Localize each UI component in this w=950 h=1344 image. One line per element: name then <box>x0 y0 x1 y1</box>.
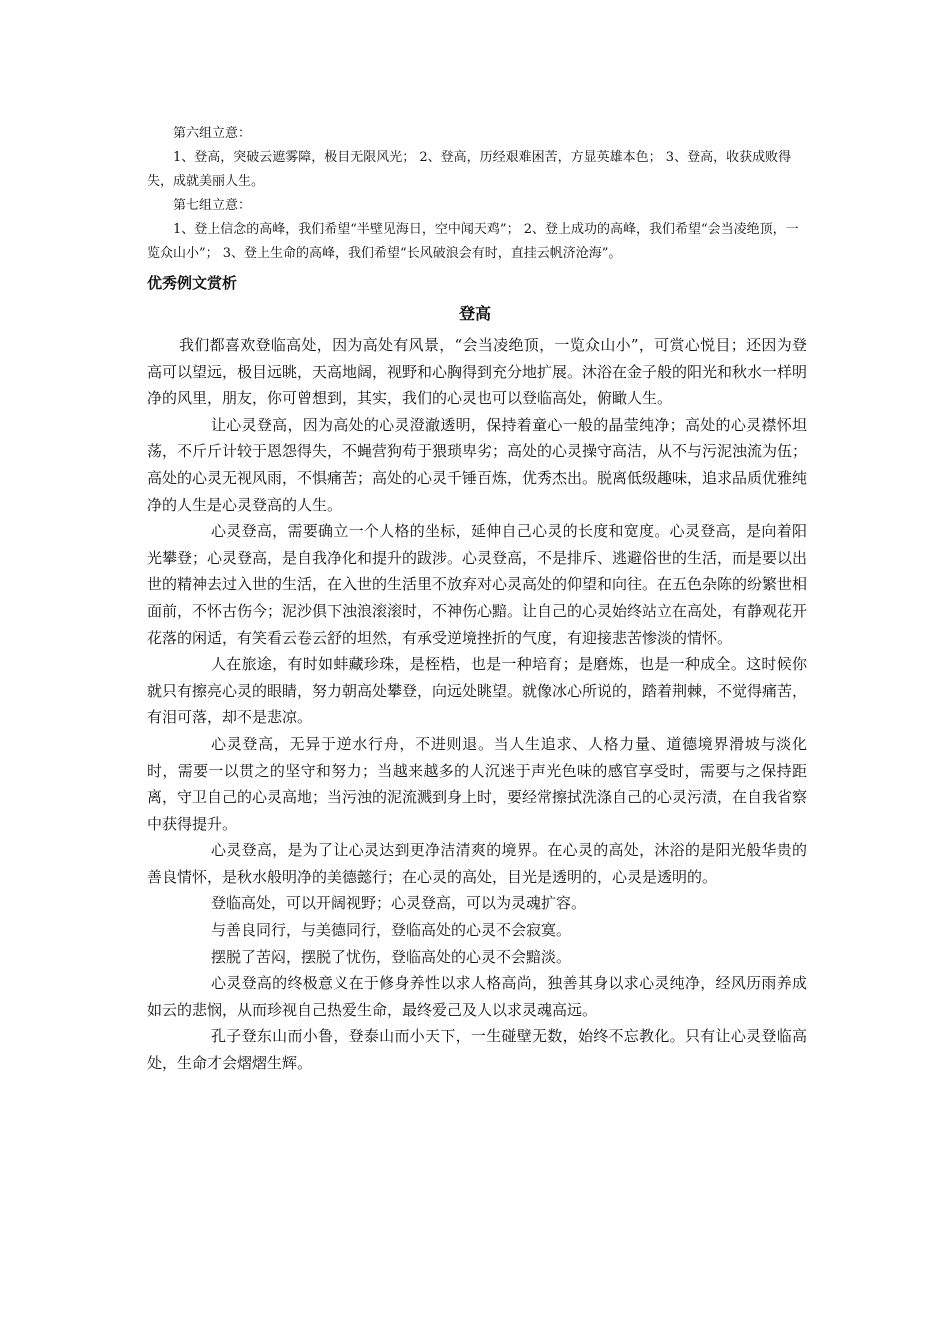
essay-paragraph: 心灵登高的终极意义在于修身养性以求人格高尚，独善其身以求心灵纯净，经风历雨养成如云的悲悯，从而珍视自己热爱生命，最终爱己及人以求灵魂高远。 <box>147 974 807 1019</box>
essay-paragraph: 心灵登高，无异于逆水行舟，不进则退。当人生追求、人格力量、道德境界滑坡与淡化时，需要一以贯之的坚守和努力；当越来越多的人沉迷于声光色味的感官享受时，需要与之保持距离，守卫自己的心灵高地；当污浊的泥流溅到身上时，要经常擦拭洗涤自己的心灵污渍，在自我省察中获得提升。 <box>147 734 808 833</box>
essay-paragraph: 让心灵登高，因为高处的心灵澄澈透明，保持着童心一般的晶莹纯净；高处的心灵襟怀坦荡，不斤斤计较于恩怨得失，不蝇营狗苟于猥琐卑劣；高处的心灵操守高洁，从不与污泥浊流为伍；高处的心灵无视风雨，不惧痛苦；高处的心灵千锤百炼，优秀杰出。脱离低级趣味，追求品质优雅纯净的人生是心灵登高的人生。 <box>147 415 808 514</box>
group6-block <box>147 122 807 194</box>
group6-text: 1、登高，突破云遮雾障，极目无限风光； 2、登高，历经艰难困苦，方显英雄本色； 3、登高，收获成败得失，成就美丽人生。 <box>147 150 792 189</box>
essay-paragraph: 登临高处，可以开阔视野；心灵登高，可以为灵魂扩容。 <box>211 894 587 913</box>
essay-paragraph: 与善良同行，与美德同行，登临高处的心灵不会寂寞。 <box>211 921 572 940</box>
essay-paragraph: 人在旅途，有时如蚌藏珍珠，是桎梏，也是一种培育；是磨炼，也是一种成全。这时候你就只有擦亮心灵的眼睛，努力朝高处攀登，向远处眺望。就像冰心所说的，踏着荆棘，不觉得痛苦，有泪可落，却不是悲凉。 <box>147 655 808 727</box>
essay-paragraph: 我们都喜欢登临高处，因为高处有风景，“会当凌绝顶，一览众山小”，可赏心悦目；还因为登高可以望远，极目远眺，天高地阔，视野和心胸得到充分地扩展。沐浴在金子般的阳光和秋水一样明净的风里，朋友，你可曾想到，其实，我们的心灵也可以登临高处，俯瞰人生。 <box>147 336 808 408</box>
essay-title: 登高 <box>458 304 491 323</box>
essay-paragraph: 心灵登高，需要确立一个人格的坐标，延伸自己心灵的长度和宽度。心灵登高，是向着阳光攀登；心灵登高，是自我净化和提升的跋涉。心灵登高，不是排斥、逃避俗世的生活，而是要以出世的精神去过入世的生活，在入世的生活里不放弃对心灵高处的仰望和向往。在五色杂陈的纷繁世相面前，不怀古伤今；泥沙俱下浊浪滚滚时，不神伤心黯。让自己的心灵始终站立在高处，有静观花开花落的闲适，有笑看云卷云舒的坦然，有承受逆境挫折的气度，有迎接悲苦惨淡的情怀。 <box>147 522 808 647</box>
group7-label: 第七组立意： <box>173 198 252 213</box>
essay-body <box>147 332 807 1077</box>
group6-label: 第六组立意： <box>173 126 252 141</box>
essay-paragraph: 摆脱了苦闷，摆脱了忧伤，登临高处的心灵不会黯淡。 <box>211 947 572 966</box>
group7-block <box>147 194 807 266</box>
essay-paragraph: 孔子登东山而小鲁，登泰山而小天下，一生碰壁无数，始终不忘教化。只有让心灵登临高处，生命才会熠熠生辉。 <box>147 1027 807 1073</box>
section-heading: 优秀例文赏析 <box>147 274 238 292</box>
group7-text: 1、登上信念的高峰，我们希望“半壁见海日，空中闻天鸡”； 2、登上成功的高峰，我们希望“会当凌绝顶，一览众山小”； 3、登上生命的高峰，我们希望“长风破浪会有时，直挂云帆济沧海”。 <box>147 222 799 261</box>
essay-paragraph: 心灵登高，是为了让心灵达到更净洁清爽的境界。在心灵的高处，沐浴的是阳光般华贵的善良情怀，是秋水般明净的美德懿行；在心灵的高处，目光是透明的，心灵是透明的。 <box>147 841 807 886</box>
